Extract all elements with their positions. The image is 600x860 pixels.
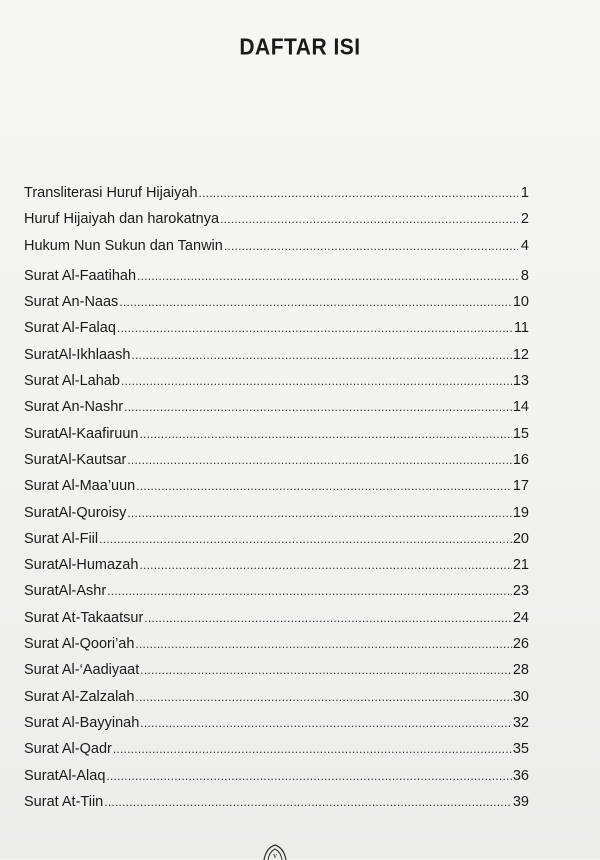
- toc-entry: [24, 233, 529, 259]
- toc-entry-page-number: 20: [512, 530, 529, 547]
- dot-leader: [220, 206, 518, 232]
- toc-entry-page-number: 30: [512, 688, 529, 705]
- toc-surah-section: [24, 263, 529, 815]
- toc-entry-page-number: 11: [513, 320, 529, 337]
- toc-entry: [24, 605, 529, 631]
- toc-entry-label: Surat An-Nashr: [24, 399, 124, 416]
- toc-intro-section: [24, 180, 529, 259]
- toc-entry-page-number: 15: [512, 425, 529, 442]
- toc-entry-label: Surat Al-Maa’uun: [24, 478, 136, 495]
- dot-leader: [113, 736, 512, 762]
- toc-entry: [24, 447, 529, 473]
- dot-leader: [140, 710, 512, 736]
- dot-leader: [135, 684, 511, 710]
- toc-entry-page-number: 14: [512, 399, 529, 416]
- toc-entry-label: Surat Al-Falaq: [24, 320, 116, 337]
- toc-entry-label: Surat At-Tiin: [24, 793, 104, 810]
- dot-leader: [140, 657, 512, 683]
- toc-entry: [24, 180, 529, 206]
- table-of-contents: [24, 180, 529, 815]
- dot-leader: [139, 552, 511, 578]
- toc-entry: [24, 684, 529, 710]
- toc-entry-page-number: 19: [512, 504, 529, 521]
- toc-entry-label: Surat Al-Qoori’ah: [24, 636, 135, 653]
- toc-entry-label: SuratAl-Kautsar: [24, 451, 127, 468]
- toc-entry: [24, 526, 529, 552]
- toc-entry-label: Transliterasi Huruf Hijaiyah: [24, 185, 198, 201]
- footer-page-numeral: v: [273, 851, 277, 860]
- toc-entry: [24, 631, 529, 657]
- dot-leader: [224, 233, 518, 259]
- toc-entry-page-number: 35: [512, 741, 529, 758]
- dot-leader: [131, 342, 511, 368]
- toc-entry-page-number: 12: [512, 346, 529, 363]
- toc-entry-label: Huruf Hijaiyah dan harokatnya: [24, 211, 220, 228]
- toc-entry-page-number: 2: [520, 211, 529, 228]
- page-title: DAFTAR ISI: [239, 35, 361, 60]
- toc-entry: [24, 552, 529, 578]
- toc-entry-page-number: 1: [520, 185, 529, 201]
- toc-entry: [24, 710, 529, 736]
- toc-entry: [24, 789, 529, 815]
- toc-entry-label: Surat Al-Bayyinah: [24, 714, 140, 731]
- toc-entry-label: Surat Al-Zalzalah: [24, 688, 135, 705]
- floral-page-ornament-icon: [262, 842, 288, 860]
- toc-entry-label: Surat At-Takaatsur: [24, 609, 144, 626]
- dot-leader: [127, 447, 512, 473]
- toc-entry-page-number: 39: [512, 793, 529, 810]
- toc-entry: [24, 736, 529, 762]
- toc-entry: [24, 368, 529, 394]
- toc-entry: [24, 657, 529, 683]
- dot-leader: [139, 421, 511, 447]
- dot-leader: [119, 289, 512, 315]
- dot-leader: [127, 500, 512, 526]
- toc-entry-label: Surat Al-Faatihah: [24, 267, 137, 284]
- toc-entry-label: Surat Al-‘Aadiyaat: [24, 662, 140, 679]
- toc-entry-page-number: 32: [512, 714, 529, 731]
- toc-entry-page-number: 26: [512, 636, 529, 653]
- dot-leader: [117, 315, 513, 341]
- toc-entry-label: SuratAl-Alaq: [24, 767, 106, 784]
- toc-entry: [24, 263, 529, 289]
- toc-entry-page-number: 36: [512, 767, 529, 784]
- toc-entry: [24, 763, 529, 789]
- toc-entry-label: Surat Al-Lahab: [24, 373, 120, 390]
- toc-entry-label: Surat Al-Fiil: [24, 530, 99, 547]
- toc-entry: [24, 473, 529, 499]
- toc-entry-label: Surat An-Naas: [24, 294, 119, 311]
- toc-entry-page-number: 28: [512, 662, 529, 679]
- toc-entry: [24, 315, 529, 341]
- dot-leader: [104, 789, 512, 815]
- toc-entry: [24, 289, 529, 315]
- toc-entry-page-number: 13: [512, 373, 529, 390]
- dot-leader: [144, 605, 512, 631]
- toc-entry: [24, 394, 529, 420]
- dot-leader: [199, 180, 518, 206]
- dot-leader: [99, 526, 512, 552]
- toc-entry-page-number: 17: [512, 478, 529, 495]
- dot-leader: [135, 631, 511, 657]
- toc-entry: [24, 206, 529, 232]
- toc-entry-page-number: 16: [512, 451, 529, 468]
- toc-entry: [24, 421, 529, 447]
- toc-entry-page-number: 23: [512, 583, 529, 600]
- toc-entry-page-number: 4: [520, 237, 529, 254]
- dot-leader: [106, 763, 511, 789]
- toc-entry-label: Surat Al-Qadr: [24, 741, 112, 758]
- toc-entry-page-number: 10: [512, 294, 529, 311]
- toc-entry-page-number: 24: [512, 609, 529, 626]
- toc-entry-label: SuratAl-Humazah: [24, 557, 139, 574]
- toc-entry: [24, 500, 529, 526]
- toc-entry-label: SuratAl-Kaafiruun: [24, 425, 139, 442]
- toc-entry-label: SuratAl-Ikhlaash: [24, 346, 131, 363]
- dot-leader: [136, 473, 512, 499]
- dot-leader: [137, 263, 518, 289]
- dot-leader: [107, 578, 512, 604]
- toc-entry-page-number: 8: [520, 267, 529, 284]
- toc-entry-label: SuratAl-Quroisy: [24, 504, 127, 521]
- dot-leader: [124, 394, 512, 420]
- toc-entry-label: Hukum Nun Sukun dan Tanwin: [24, 237, 223, 254]
- toc-entry: [24, 342, 529, 368]
- toc-entry-page-number: 21: [512, 557, 529, 574]
- dot-leader: [121, 368, 512, 394]
- toc-entry: [24, 578, 529, 604]
- toc-entry-label: SuratAl-Ashr: [24, 583, 107, 600]
